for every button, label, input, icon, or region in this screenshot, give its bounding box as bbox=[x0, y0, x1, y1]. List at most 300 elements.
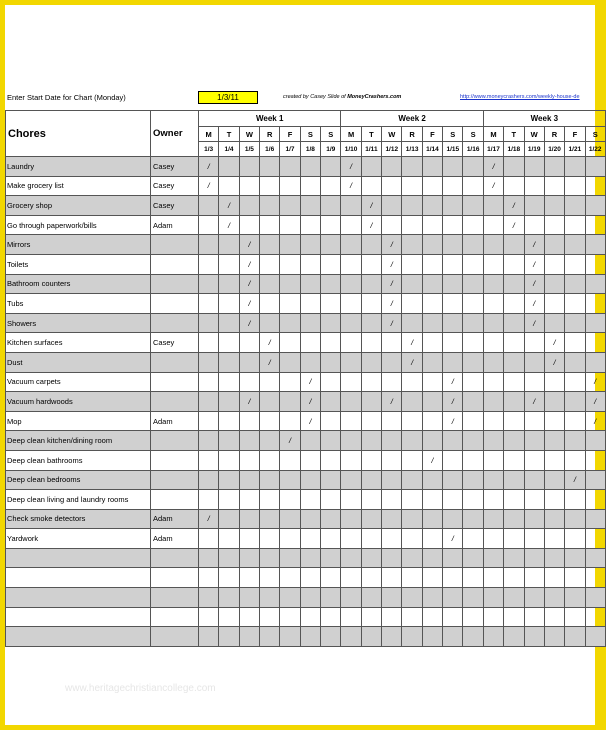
day-cell[interactable] bbox=[504, 372, 524, 392]
day-cell[interactable] bbox=[300, 431, 320, 451]
day-cell[interactable] bbox=[443, 509, 463, 529]
day-cell[interactable] bbox=[565, 176, 585, 196]
chore-owner[interactable] bbox=[151, 568, 199, 588]
day-cell[interactable] bbox=[361, 470, 381, 490]
day-cell[interactable] bbox=[565, 490, 585, 510]
day-cell[interactable] bbox=[199, 431, 219, 451]
day-cell[interactable] bbox=[300, 157, 320, 177]
day-cell[interactable] bbox=[504, 313, 524, 333]
day-cell[interactable] bbox=[585, 529, 605, 549]
day-cell[interactable] bbox=[239, 509, 259, 529]
chore-name[interactable]: Go through paperwork/bills bbox=[6, 215, 151, 235]
day-cell[interactable] bbox=[361, 607, 381, 627]
day-cell[interactable] bbox=[219, 294, 239, 314]
day-cell[interactable] bbox=[199, 392, 219, 412]
check-mark[interactable]: / bbox=[544, 333, 564, 353]
day-cell[interactable] bbox=[544, 509, 564, 529]
day-cell[interactable] bbox=[483, 529, 503, 549]
day-cell[interactable] bbox=[422, 490, 442, 510]
day-cell[interactable] bbox=[483, 235, 503, 255]
day-cell[interactable] bbox=[341, 411, 361, 431]
day-cell[interactable] bbox=[361, 529, 381, 549]
day-cell[interactable] bbox=[361, 627, 381, 647]
day-cell[interactable] bbox=[219, 352, 239, 372]
day-cell[interactable] bbox=[585, 470, 605, 490]
day-cell[interactable] bbox=[361, 333, 381, 353]
chore-owner[interactable] bbox=[151, 235, 199, 255]
check-mark[interactable]: / bbox=[402, 333, 422, 353]
chore-owner[interactable]: Casey bbox=[151, 196, 199, 216]
day-cell[interactable] bbox=[483, 274, 503, 294]
check-mark[interactable]: / bbox=[524, 392, 544, 412]
day-cell[interactable] bbox=[300, 529, 320, 549]
day-cell[interactable] bbox=[199, 568, 219, 588]
day-cell[interactable] bbox=[341, 372, 361, 392]
day-cell[interactable] bbox=[402, 294, 422, 314]
day-cell[interactable] bbox=[300, 509, 320, 529]
day-cell[interactable] bbox=[463, 196, 483, 216]
day-cell[interactable] bbox=[504, 411, 524, 431]
check-mark[interactable]: / bbox=[382, 254, 402, 274]
day-cell[interactable] bbox=[361, 450, 381, 470]
check-mark[interactable]: / bbox=[524, 294, 544, 314]
day-cell[interactable] bbox=[402, 215, 422, 235]
day-cell[interactable] bbox=[260, 411, 280, 431]
day-cell[interactable] bbox=[300, 333, 320, 353]
check-mark[interactable]: / bbox=[239, 294, 259, 314]
day-cell[interactable] bbox=[463, 529, 483, 549]
day-cell[interactable] bbox=[219, 450, 239, 470]
check-mark[interactable]: / bbox=[382, 274, 402, 294]
day-cell[interactable] bbox=[321, 607, 341, 627]
day-cell[interactable] bbox=[341, 588, 361, 608]
day-cell[interactable] bbox=[483, 254, 503, 274]
day-cell[interactable] bbox=[483, 352, 503, 372]
check-mark[interactable]: / bbox=[239, 313, 259, 333]
day-cell[interactable] bbox=[260, 372, 280, 392]
day-cell[interactable] bbox=[504, 392, 524, 412]
check-mark[interactable]: / bbox=[443, 372, 463, 392]
day-cell[interactable] bbox=[504, 529, 524, 549]
day-cell[interactable] bbox=[544, 627, 564, 647]
day-cell[interactable] bbox=[524, 627, 544, 647]
day-cell[interactable] bbox=[565, 215, 585, 235]
day-cell[interactable] bbox=[585, 235, 605, 255]
day-cell[interactable] bbox=[422, 392, 442, 412]
day-cell[interactable] bbox=[585, 627, 605, 647]
day-cell[interactable] bbox=[300, 568, 320, 588]
day-cell[interactable] bbox=[219, 235, 239, 255]
day-cell[interactable] bbox=[544, 215, 564, 235]
day-cell[interactable] bbox=[321, 196, 341, 216]
day-cell[interactable] bbox=[504, 607, 524, 627]
day-cell[interactable] bbox=[524, 490, 544, 510]
chore-owner[interactable]: Adam bbox=[151, 529, 199, 549]
day-cell[interactable] bbox=[199, 627, 219, 647]
day-cell[interactable] bbox=[524, 176, 544, 196]
day-cell[interactable] bbox=[280, 450, 300, 470]
day-cell[interactable] bbox=[402, 411, 422, 431]
day-cell[interactable] bbox=[585, 548, 605, 568]
day-cell[interactable] bbox=[219, 568, 239, 588]
day-cell[interactable] bbox=[402, 450, 422, 470]
day-cell[interactable] bbox=[443, 490, 463, 510]
day-cell[interactable] bbox=[524, 568, 544, 588]
day-cell[interactable] bbox=[260, 196, 280, 216]
day-cell[interactable] bbox=[382, 333, 402, 353]
day-cell[interactable] bbox=[219, 509, 239, 529]
day-cell[interactable] bbox=[402, 372, 422, 392]
day-cell[interactable] bbox=[382, 548, 402, 568]
day-cell[interactable] bbox=[219, 431, 239, 451]
day-cell[interactable] bbox=[280, 548, 300, 568]
day-cell[interactable] bbox=[422, 157, 442, 177]
start-date-input[interactable]: 1/3/11 bbox=[198, 91, 258, 104]
day-cell[interactable] bbox=[199, 235, 219, 255]
day-cell[interactable] bbox=[422, 509, 442, 529]
day-cell[interactable] bbox=[585, 607, 605, 627]
day-cell[interactable] bbox=[361, 509, 381, 529]
day-cell[interactable] bbox=[565, 235, 585, 255]
day-cell[interactable] bbox=[239, 215, 259, 235]
check-mark[interactable]: / bbox=[585, 411, 605, 431]
day-cell[interactable] bbox=[544, 588, 564, 608]
chore-owner[interactable] bbox=[151, 548, 199, 568]
day-cell[interactable] bbox=[585, 274, 605, 294]
day-cell[interactable] bbox=[300, 490, 320, 510]
day-cell[interactable] bbox=[504, 509, 524, 529]
day-cell[interactable] bbox=[341, 607, 361, 627]
day-cell[interactable] bbox=[565, 450, 585, 470]
day-cell[interactable] bbox=[300, 254, 320, 274]
day-cell[interactable] bbox=[422, 333, 442, 353]
day-cell[interactable] bbox=[585, 215, 605, 235]
source-link[interactable]: http://www.moneycrashers.com/weekly-house-de bbox=[460, 94, 580, 100]
chore-owner[interactable] bbox=[151, 372, 199, 392]
chore-owner[interactable] bbox=[151, 274, 199, 294]
day-cell[interactable] bbox=[483, 490, 503, 510]
check-mark[interactable]: / bbox=[483, 157, 503, 177]
day-cell[interactable] bbox=[219, 607, 239, 627]
day-cell[interactable] bbox=[443, 607, 463, 627]
day-cell[interactable] bbox=[239, 548, 259, 568]
day-cell[interactable] bbox=[443, 274, 463, 294]
chore-owner[interactable]: Casey bbox=[151, 157, 199, 177]
day-cell[interactable] bbox=[260, 235, 280, 255]
day-cell[interactable] bbox=[565, 254, 585, 274]
day-cell[interactable] bbox=[260, 509, 280, 529]
day-cell[interactable] bbox=[341, 254, 361, 274]
day-cell[interactable] bbox=[443, 235, 463, 255]
day-cell[interactable] bbox=[361, 548, 381, 568]
day-cell[interactable] bbox=[443, 588, 463, 608]
day-cell[interactable] bbox=[321, 450, 341, 470]
day-cell[interactable] bbox=[483, 588, 503, 608]
day-cell[interactable] bbox=[463, 627, 483, 647]
day-cell[interactable] bbox=[199, 529, 219, 549]
check-mark[interactable]: / bbox=[300, 392, 320, 412]
day-cell[interactable] bbox=[463, 450, 483, 470]
day-cell[interactable] bbox=[280, 215, 300, 235]
day-cell[interactable] bbox=[544, 372, 564, 392]
day-cell[interactable] bbox=[463, 313, 483, 333]
day-cell[interactable] bbox=[422, 588, 442, 608]
check-mark[interactable]: / bbox=[260, 352, 280, 372]
day-cell[interactable] bbox=[239, 627, 259, 647]
day-cell[interactable] bbox=[300, 607, 320, 627]
day-cell[interactable] bbox=[260, 627, 280, 647]
day-cell[interactable] bbox=[361, 254, 381, 274]
day-cell[interactable] bbox=[361, 294, 381, 314]
day-cell[interactable] bbox=[524, 588, 544, 608]
day-cell[interactable] bbox=[382, 157, 402, 177]
chore-owner[interactable]: Adam bbox=[151, 509, 199, 529]
day-cell[interactable] bbox=[239, 607, 259, 627]
day-cell[interactable] bbox=[422, 411, 442, 431]
day-cell[interactable] bbox=[483, 431, 503, 451]
day-cell[interactable] bbox=[463, 470, 483, 490]
day-cell[interactable] bbox=[260, 529, 280, 549]
check-mark[interactable]: / bbox=[443, 392, 463, 412]
check-mark[interactable]: / bbox=[585, 372, 605, 392]
day-cell[interactable] bbox=[422, 294, 442, 314]
day-cell[interactable] bbox=[239, 157, 259, 177]
day-cell[interactable] bbox=[402, 392, 422, 412]
chore-name[interactable]: Dust bbox=[6, 352, 151, 372]
day-cell[interactable] bbox=[504, 470, 524, 490]
day-cell[interactable] bbox=[260, 568, 280, 588]
day-cell[interactable] bbox=[483, 372, 503, 392]
chore-owner[interactable] bbox=[151, 470, 199, 490]
day-cell[interactable] bbox=[239, 333, 259, 353]
day-cell[interactable] bbox=[422, 372, 442, 392]
day-cell[interactable] bbox=[361, 431, 381, 451]
day-cell[interactable] bbox=[544, 176, 564, 196]
day-cell[interactable] bbox=[341, 294, 361, 314]
day-cell[interactable] bbox=[199, 274, 219, 294]
day-cell[interactable] bbox=[463, 235, 483, 255]
day-cell[interactable] bbox=[504, 627, 524, 647]
day-cell[interactable] bbox=[321, 627, 341, 647]
day-cell[interactable] bbox=[565, 372, 585, 392]
day-cell[interactable] bbox=[483, 548, 503, 568]
day-cell[interactable] bbox=[239, 352, 259, 372]
day-cell[interactable] bbox=[239, 470, 259, 490]
day-cell[interactable] bbox=[585, 509, 605, 529]
day-cell[interactable] bbox=[341, 529, 361, 549]
day-cell[interactable] bbox=[361, 372, 381, 392]
day-cell[interactable] bbox=[300, 176, 320, 196]
day-cell[interactable] bbox=[463, 333, 483, 353]
day-cell[interactable] bbox=[463, 548, 483, 568]
day-cell[interactable] bbox=[260, 392, 280, 412]
day-cell[interactable] bbox=[260, 588, 280, 608]
day-cell[interactable] bbox=[239, 176, 259, 196]
chore-name[interactable]: Deep clean kitchen/dining room bbox=[6, 431, 151, 451]
day-cell[interactable] bbox=[239, 490, 259, 510]
day-cell[interactable] bbox=[483, 627, 503, 647]
day-cell[interactable] bbox=[341, 431, 361, 451]
day-cell[interactable] bbox=[239, 372, 259, 392]
day-cell[interactable] bbox=[463, 157, 483, 177]
chore-name[interactable]: Vacuum carpets bbox=[6, 372, 151, 392]
day-cell[interactable] bbox=[463, 411, 483, 431]
day-cell[interactable] bbox=[463, 588, 483, 608]
chore-owner[interactable] bbox=[151, 588, 199, 608]
day-cell[interactable] bbox=[402, 490, 422, 510]
day-cell[interactable] bbox=[463, 274, 483, 294]
day-cell[interactable] bbox=[199, 196, 219, 216]
check-mark[interactable]: / bbox=[219, 196, 239, 216]
day-cell[interactable] bbox=[524, 215, 544, 235]
chore-name[interactable]: Bathroom counters bbox=[6, 274, 151, 294]
day-cell[interactable] bbox=[382, 450, 402, 470]
day-cell[interactable] bbox=[585, 157, 605, 177]
day-cell[interactable] bbox=[382, 176, 402, 196]
day-cell[interactable] bbox=[544, 568, 564, 588]
day-cell[interactable] bbox=[219, 254, 239, 274]
day-cell[interactable] bbox=[382, 607, 402, 627]
chore-owner[interactable]: Adam bbox=[151, 411, 199, 431]
check-mark[interactable]: / bbox=[199, 176, 219, 196]
day-cell[interactable] bbox=[402, 548, 422, 568]
check-mark[interactable]: / bbox=[443, 529, 463, 549]
day-cell[interactable] bbox=[260, 470, 280, 490]
day-cell[interactable] bbox=[504, 294, 524, 314]
day-cell[interactable] bbox=[504, 274, 524, 294]
day-cell[interactable] bbox=[443, 313, 463, 333]
day-cell[interactable] bbox=[199, 450, 219, 470]
day-cell[interactable] bbox=[219, 490, 239, 510]
day-cell[interactable] bbox=[544, 411, 564, 431]
day-cell[interactable] bbox=[544, 196, 564, 216]
check-mark[interactable]: / bbox=[382, 235, 402, 255]
day-cell[interactable] bbox=[443, 431, 463, 451]
day-cell[interactable] bbox=[402, 176, 422, 196]
day-cell[interactable] bbox=[341, 509, 361, 529]
day-cell[interactable] bbox=[382, 627, 402, 647]
check-mark[interactable]: / bbox=[300, 411, 320, 431]
day-cell[interactable] bbox=[321, 568, 341, 588]
day-cell[interactable] bbox=[422, 548, 442, 568]
day-cell[interactable] bbox=[382, 215, 402, 235]
day-cell[interactable] bbox=[321, 294, 341, 314]
day-cell[interactable] bbox=[219, 588, 239, 608]
day-cell[interactable] bbox=[422, 215, 442, 235]
day-cell[interactable] bbox=[300, 313, 320, 333]
day-cell[interactable] bbox=[341, 470, 361, 490]
day-cell[interactable] bbox=[544, 313, 564, 333]
day-cell[interactable] bbox=[260, 274, 280, 294]
chore-owner[interactable] bbox=[151, 392, 199, 412]
day-cell[interactable] bbox=[524, 411, 544, 431]
day-cell[interactable] bbox=[402, 509, 422, 529]
chore-name[interactable]: Deep clean bedrooms bbox=[6, 470, 151, 490]
day-cell[interactable] bbox=[300, 196, 320, 216]
day-cell[interactable] bbox=[524, 431, 544, 451]
day-cell[interactable] bbox=[300, 235, 320, 255]
day-cell[interactable] bbox=[239, 411, 259, 431]
chore-name[interactable] bbox=[6, 627, 151, 647]
day-cell[interactable] bbox=[565, 294, 585, 314]
day-cell[interactable] bbox=[443, 470, 463, 490]
day-cell[interactable] bbox=[341, 196, 361, 216]
day-cell[interactable] bbox=[260, 431, 280, 451]
check-mark[interactable]: / bbox=[239, 235, 259, 255]
day-cell[interactable] bbox=[422, 470, 442, 490]
day-cell[interactable] bbox=[321, 352, 341, 372]
day-cell[interactable] bbox=[382, 352, 402, 372]
day-cell[interactable] bbox=[544, 490, 564, 510]
day-cell[interactable] bbox=[280, 333, 300, 353]
check-mark[interactable]: / bbox=[585, 392, 605, 412]
day-cell[interactable] bbox=[341, 392, 361, 412]
chore-name[interactable]: Deep clean bathrooms bbox=[6, 450, 151, 470]
chore-owner[interactable]: Casey bbox=[151, 176, 199, 196]
day-cell[interactable] bbox=[402, 470, 422, 490]
day-cell[interactable] bbox=[544, 254, 564, 274]
check-mark[interactable]: / bbox=[260, 333, 280, 353]
day-cell[interactable] bbox=[321, 215, 341, 235]
check-mark[interactable]: / bbox=[504, 215, 524, 235]
day-cell[interactable] bbox=[544, 294, 564, 314]
day-cell[interactable] bbox=[321, 588, 341, 608]
day-cell[interactable] bbox=[280, 313, 300, 333]
day-cell[interactable] bbox=[585, 196, 605, 216]
check-mark[interactable]: / bbox=[239, 254, 259, 274]
chore-name[interactable]: Vacuum hardwoods bbox=[6, 392, 151, 412]
day-cell[interactable] bbox=[463, 509, 483, 529]
day-cell[interactable] bbox=[260, 313, 280, 333]
day-cell[interactable] bbox=[422, 627, 442, 647]
day-cell[interactable] bbox=[544, 235, 564, 255]
day-cell[interactable] bbox=[544, 392, 564, 412]
day-cell[interactable] bbox=[463, 215, 483, 235]
day-cell[interactable] bbox=[585, 450, 605, 470]
chore-owner[interactable] bbox=[151, 294, 199, 314]
check-mark[interactable]: / bbox=[239, 392, 259, 412]
day-cell[interactable] bbox=[565, 274, 585, 294]
day-cell[interactable] bbox=[361, 568, 381, 588]
day-cell[interactable] bbox=[260, 176, 280, 196]
day-cell[interactable] bbox=[483, 294, 503, 314]
day-cell[interactable] bbox=[219, 411, 239, 431]
day-cell[interactable] bbox=[443, 333, 463, 353]
day-cell[interactable] bbox=[341, 352, 361, 372]
day-cell[interactable] bbox=[585, 352, 605, 372]
day-cell[interactable] bbox=[280, 509, 300, 529]
day-cell[interactable] bbox=[402, 568, 422, 588]
day-cell[interactable] bbox=[219, 529, 239, 549]
day-cell[interactable] bbox=[321, 274, 341, 294]
day-cell[interactable] bbox=[544, 607, 564, 627]
day-cell[interactable] bbox=[341, 490, 361, 510]
day-cell[interactable] bbox=[483, 509, 503, 529]
day-cell[interactable] bbox=[382, 588, 402, 608]
day-cell[interactable] bbox=[565, 431, 585, 451]
day-cell[interactable] bbox=[199, 607, 219, 627]
day-cell[interactable] bbox=[280, 627, 300, 647]
day-cell[interactable] bbox=[504, 450, 524, 470]
day-cell[interactable] bbox=[219, 372, 239, 392]
day-cell[interactable] bbox=[341, 548, 361, 568]
day-cell[interactable] bbox=[422, 235, 442, 255]
day-cell[interactable] bbox=[341, 274, 361, 294]
day-cell[interactable] bbox=[199, 490, 219, 510]
day-cell[interactable] bbox=[280, 352, 300, 372]
day-cell[interactable] bbox=[361, 411, 381, 431]
day-cell[interactable] bbox=[341, 333, 361, 353]
